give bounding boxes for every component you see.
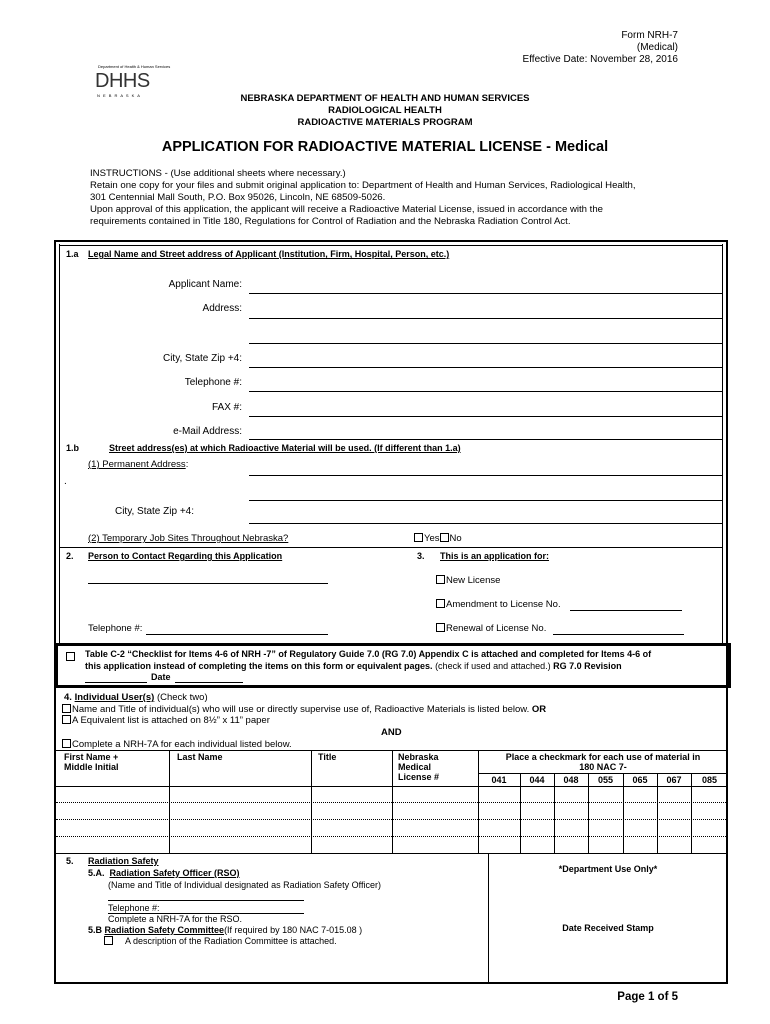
email-field[interactable]: [249, 439, 723, 440]
applicant-name-label: Applicant Name:: [168, 279, 242, 290]
section-4-and: AND: [381, 727, 402, 738]
section-4-title: 4. Individual User(s) (Check two): [64, 692, 208, 703]
form-type: (Medical): [636, 42, 678, 53]
new-license-checkbox[interactable]: [436, 575, 445, 584]
contact-telephone-field[interactable]: [146, 634, 328, 635]
renewal-license-field[interactable]: [553, 634, 684, 635]
section-1a-heading: Legal Name and Street address of Applicant (Institution, Firm, Hospital, Person, etc.): [88, 249, 450, 259]
section-1b-number: 1.b: [66, 443, 80, 453]
section-4-option-1[interactable]: Name and Title of individual(s) who will use or directly supervise use of, Radioactive Materials is listed below. OR: [62, 704, 546, 715]
listed-below-checkbox[interactable]: [62, 704, 71, 713]
permanent-address-field-1[interactable]: [249, 475, 723, 476]
section-1b-heading: Street address(es) at which Radioactive Material will be used. (If different than 1.a): [109, 443, 461, 453]
section-2-heading: Person to Contact Regarding this Application: [88, 551, 283, 561]
new-license-option[interactable]: [436, 575, 500, 586]
temporary-sites-choice: [414, 533, 462, 544]
instructions-approval: Upon approval of this application, the applicant will receive a Radioactive Material License, issued in accordance with the: [90, 204, 604, 215]
dept-line1: NEBRASKA DEPARTMENT OF HEALTH AND HUMAN SERVICES: [240, 93, 530, 104]
section-5-heading: Radiation Safety: [88, 856, 159, 866]
code-048: 048: [563, 775, 579, 785]
code-column-divider: [691, 773, 692, 853]
fax-field[interactable]: [249, 416, 723, 417]
section-3-heading: This is an application for:: [440, 551, 550, 561]
table-c2-checkbox[interactable]: [66, 652, 76, 663]
rso-nrh7a-note: Complete a NRH-7A for the RSO.: [108, 914, 243, 924]
table-c2-text: [85, 649, 725, 672]
section-4-option-2[interactable]: A Equivalent list is attached on 8½” x 11” paper: [62, 715, 270, 726]
code-041: 041: [491, 775, 507, 785]
col-title: Title: [318, 752, 337, 762]
renewal-label: Renewal of License No.: [446, 623, 547, 634]
code-column-divider: [588, 773, 589, 853]
code-044: 044: [529, 775, 545, 785]
permanent-address-colon: :: [185, 459, 189, 470]
code-column-divider: [657, 773, 658, 853]
logo-small-text: Department of Health & Human Services: [98, 64, 171, 69]
logo-sub-text: N E B R A S K A: [97, 93, 141, 98]
section-4-option-3[interactable]: Complete a NRH-7A for each individual listed below.: [62, 739, 292, 750]
code-column-divider: [554, 773, 555, 853]
temporary-sites-label: (2) Temporary Job Sites Throughout Nebraska?: [88, 533, 289, 544]
instructions-requirements: requirements contained in Title 180, Regulations for Control of Radiation and the Nebraska Radiation Control Act.: [90, 216, 571, 227]
page-number: Page 1 of 5: [617, 991, 678, 1003]
table-c2-revision-field[interactable]: [85, 682, 147, 683]
amendment-label: Amendment to License No.: [446, 599, 561, 610]
renewal-checkbox[interactable]: [436, 623, 445, 632]
col-last-name: Last Name: [177, 752, 223, 762]
form-number: Form NRH-7: [621, 30, 678, 41]
permanent-address-field-2[interactable]: [249, 500, 723, 501]
rso-description: (Name and Title of Individual designated as Radiation Safety Officer): [108, 880, 381, 890]
contact-name-field[interactable]: [88, 583, 328, 584]
rso-telephone-label: Telephone #:: [108, 903, 160, 913]
section-5-number: 5.: [66, 856, 74, 866]
col-uses-heading: Place a checkmark for each use of material in 180 NAC 7-: [505, 752, 701, 772]
instructions-address: 301 Centennial Mall South, P.O. Box 95026, Lincoln, NE 68509-5026.: [90, 192, 386, 203]
table-c2-date-field[interactable]: [175, 682, 243, 683]
rso-name-field[interactable]: [108, 900, 304, 901]
department-use-only: *Department Use Only*: [558, 864, 658, 874]
permanent-address-text: (1) Permanent Address: [88, 459, 186, 470]
table-c2-line1: Table C-2 “Checklist for Items 4-6 of NRH -7” of Regulatory Guide 7.0 (RG 7.0) Appendix C is attached and completed for Items 4-6 of: [85, 649, 652, 659]
table-c2-date-label: Date: [151, 672, 171, 682]
code-065: 065: [632, 775, 648, 785]
col-license: Nebraska Medical License #: [398, 752, 440, 782]
date-received-stamp: Date Received Stamp: [562, 923, 654, 933]
form-id: [523, 30, 678, 66]
renewal-option[interactable]: [436, 623, 546, 634]
yes-label: Yes: [424, 533, 440, 544]
code-067: 067: [666, 775, 682, 785]
permanent-city-field[interactable]: [249, 523, 723, 524]
code-column-divider: [623, 773, 624, 853]
amendment-license-field[interactable]: [570, 610, 682, 611]
section-1a-number: 1.a: [66, 249, 79, 259]
telephone-label: Telephone #:: [184, 377, 242, 388]
address-field-1[interactable]: [249, 318, 723, 319]
section-2-number: 2.: [66, 551, 74, 561]
equivalent-list-checkbox[interactable]: [62, 715, 71, 724]
code-055: 055: [597, 775, 614, 785]
telephone-field[interactable]: [249, 391, 723, 392]
no-label: No: [449, 533, 462, 544]
amendment-checkbox[interactable]: [436, 599, 445, 608]
nrh7a-checkbox[interactable]: [62, 739, 71, 748]
permanent-city-label: City, State Zip +4:: [114, 506, 194, 517]
dept-line2: RADIOLOGICAL HEALTH: [328, 105, 442, 116]
email-label: e-Mail Address:: [173, 426, 242, 437]
section-3-number: 3.: [417, 551, 425, 561]
fax-label: FAX #:: [211, 402, 242, 413]
page-title: APPLICATION FOR RADIOACTIVE MATERIAL LICENSE - Medical: [161, 139, 609, 155]
amendment-option[interactable]: [436, 599, 561, 610]
rsc-option[interactable]: A description of the Radiation Committee is attached.: [104, 936, 337, 946]
code-column-divider: [520, 773, 521, 853]
instructions-heading: INSTRUCTIONS - (Use additional sheets where necessary.): [90, 168, 346, 179]
city-label: City, State Zip +4:: [162, 353, 242, 364]
address-dot: .: [64, 476, 67, 487]
rsc-heading: 5.B Radiation Safety Committee(If required by 180 NAC 7-015.08 ): [88, 925, 363, 935]
rsc-checkbox[interactable]: [104, 936, 113, 945]
col-first-name: First Name + Middle Initial: [64, 752, 119, 772]
permanent-address-label: [88, 459, 188, 470]
logo-main-text: DHHS: [95, 70, 150, 92]
address-label: Address:: [202, 303, 242, 314]
contact-telephone-label: Telephone #:: [88, 623, 143, 634]
new-license-label: New License: [446, 575, 501, 586]
table-c2-line2: this application instead of completing the items on this form or equivalent pages. (check if used and attached.) RG 7.0 Revision: [85, 660, 622, 671]
dept-line3: RADIOACTIVE MATERIALS PROGRAM: [297, 117, 473, 128]
applicant-name-field[interactable]: [249, 293, 723, 294]
no-checkbox[interactable]: [440, 533, 449, 542]
department-header: [0, 93, 770, 129]
effective-date: Effective Date: November 28, 2016: [522, 54, 678, 65]
address-field-2[interactable]: [249, 343, 723, 344]
city-field[interactable]: [249, 367, 723, 368]
instructions-retain: Retain one copy for your files and submit original application to: Department of Health and Human Services, Radiological Health,: [90, 180, 636, 191]
yes-checkbox[interactable]: [414, 533, 423, 542]
code-085: 085: [701, 775, 718, 785]
rso-heading: 5.A. Radiation Safety Officer (RSO): [88, 868, 240, 878]
instructions: [90, 168, 680, 228]
